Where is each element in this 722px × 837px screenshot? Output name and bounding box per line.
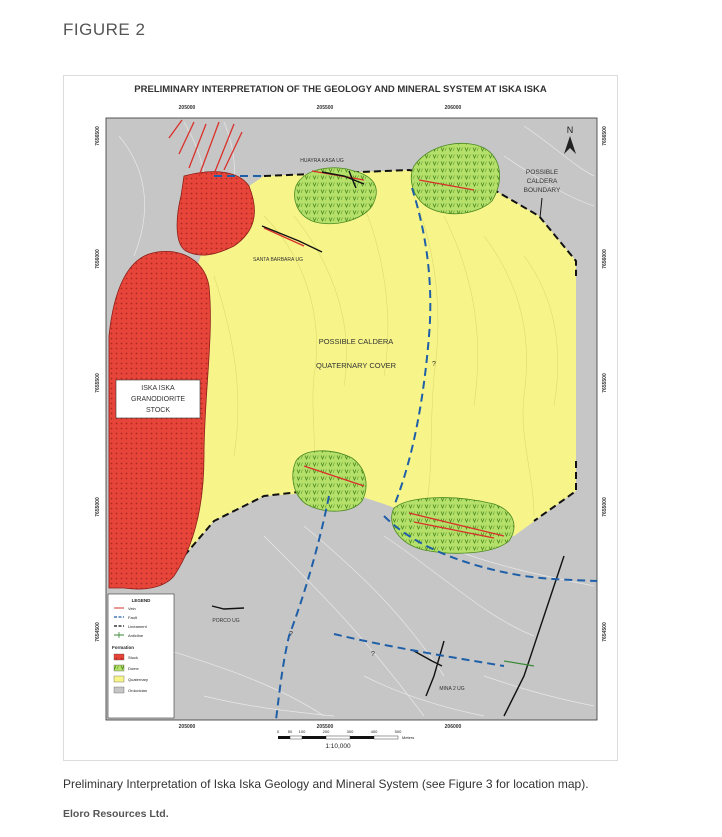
legend-lineament: Lineament bbox=[128, 624, 147, 629]
map-title: PRELIMINARY INTERPRETATION OF THE GEOLOGY AND MINERAL SYSTEM AT ISKA ISKA bbox=[134, 84, 547, 95]
huayra-label: HUAYRA KASA UG bbox=[300, 158, 344, 164]
caldera-cover-label-1: POSSIBLE CALDERA bbox=[318, 337, 394, 346]
scale-tick-400: 400 bbox=[370, 729, 378, 734]
left-tick-4: 7655000 bbox=[95, 497, 101, 517]
granodiorite-label-1: ISKA ISKA bbox=[141, 385, 175, 392]
caldera-boundary-label-1: POSSIBLE bbox=[525, 169, 559, 176]
bottom-tick-2: 205500 bbox=[316, 724, 334, 730]
map-frame bbox=[63, 75, 618, 761]
legend-dome: Dome bbox=[128, 666, 139, 671]
legend-stock: Stock bbox=[128, 655, 139, 660]
right-tick-2: 7656000 bbox=[602, 249, 608, 269]
scale-ratio: 1:10,000 bbox=[325, 743, 351, 750]
right-tick-3: 7655500 bbox=[602, 373, 608, 393]
mina2-label: MINA 2 UG bbox=[439, 686, 465, 692]
legend-formation-title: Formation bbox=[112, 645, 134, 650]
source-credit: Eloro Resources Ltd. bbox=[63, 808, 169, 820]
geology-map bbox=[64, 76, 617, 760]
left-tick-3: 7655500 bbox=[95, 373, 101, 393]
scale-tick-0: 0 bbox=[276, 729, 280, 734]
scale-tick-500: 500 bbox=[394, 729, 402, 734]
legend-quaternary: Quaternary bbox=[128, 677, 149, 682]
bottom-tick-1: 205000 bbox=[178, 724, 196, 730]
question-mark-1: ? bbox=[432, 361, 436, 368]
left-tick-5: 7654500 bbox=[95, 622, 101, 642]
left-tick-2: 7656000 bbox=[95, 249, 101, 269]
granodiorite-label-2: GRANODIORITE bbox=[130, 396, 186, 403]
caldera-boundary-label-3: BOUNDARY bbox=[523, 187, 561, 194]
right-tick-1: 7656500 bbox=[602, 126, 608, 146]
legend-anticline: Anticline bbox=[128, 633, 144, 638]
figure-caption: Preliminary Interpretation of Iska Iska Geology and Mineral System (see Figure 3 for location map). bbox=[63, 777, 589, 791]
scale-tick-100: 100 bbox=[298, 729, 306, 734]
dome-southeast bbox=[392, 498, 514, 554]
legend-title: LEGEND bbox=[131, 598, 151, 603]
legend-fault: Fault bbox=[128, 615, 137, 620]
top-tick-2: 205500 bbox=[316, 105, 334, 111]
bottom-tick-3: 206000 bbox=[444, 724, 462, 730]
santa-barbara-label: SANTA BARBARA UG bbox=[253, 257, 303, 263]
caldera-cover-label-2: QUATERNARY COVER bbox=[315, 361, 397, 370]
map-area bbox=[106, 118, 597, 720]
left-tick-1: 7656500 bbox=[95, 126, 101, 146]
scale-bar bbox=[277, 729, 414, 750]
right-tick-4: 7655000 bbox=[602, 497, 608, 517]
figure-label: FIGURE 2 bbox=[63, 20, 146, 39]
scale-tick-50: 50 bbox=[287, 729, 293, 734]
caldera-boundary-label-2: CALDERA bbox=[526, 178, 558, 185]
legend-ordovician: Ordovician bbox=[128, 688, 148, 693]
granodiorite-label-3: STOCK bbox=[146, 407, 170, 414]
north-label: N bbox=[566, 125, 574, 135]
question-mark-3: ? bbox=[371, 651, 375, 658]
top-tick-1: 205000 bbox=[178, 105, 196, 111]
top-tick-3: 206000 bbox=[444, 105, 462, 111]
porco-label: PORCO UG bbox=[212, 618, 240, 624]
legend bbox=[108, 594, 174, 718]
scale-unit: Meters bbox=[402, 735, 415, 740]
right-tick-5: 7654500 bbox=[602, 622, 608, 642]
scale-tick-300: 300 bbox=[346, 729, 354, 734]
legend-vein: Vein bbox=[128, 606, 136, 611]
scale-tick-200: 200 bbox=[322, 729, 330, 734]
question-mark-2: ? bbox=[289, 631, 293, 638]
